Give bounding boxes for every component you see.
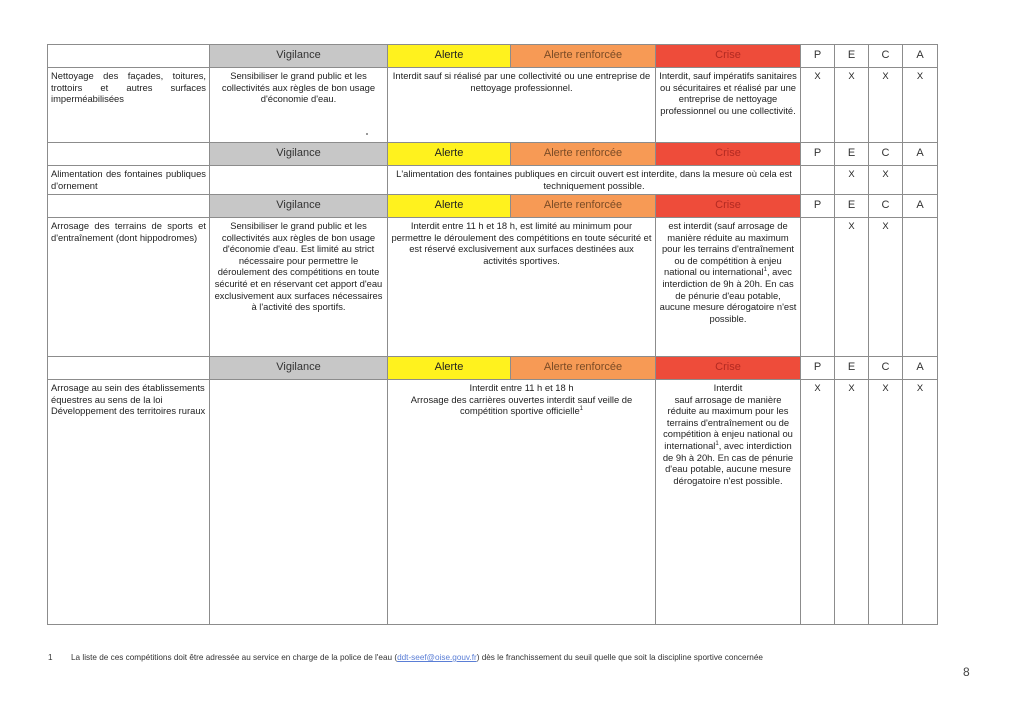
- header-alerte: Alerte: [388, 143, 511, 166]
- footnote-email-link[interactable]: ddt-seef@oise.gouv.fr: [397, 653, 477, 662]
- header-alerte: Alerte: [388, 195, 511, 218]
- vigilance-cell: Sensibiliser le grand public et les collectivités aux règles de bon usage d'économie d'eau. Est limité au strict nécessaire pour permettre le déroulement des compétitions en toute sécurité et en réservant cet apport d'eau exclusivement aux surfaces nécessaires à l'activité des sportifs.: [210, 218, 388, 357]
- footnote: [48, 653, 948, 662]
- row-subject: Nettoyage des façades, toitures, trottoirs et autres surfaces imperméabilisées: [48, 68, 210, 143]
- header-p: P: [801, 143, 835, 166]
- header-c: C: [869, 357, 903, 380]
- crise-cell: [656, 218, 801, 357]
- alerte-renforcee-cell: Interdit sauf si réalisé par une collectivité ou une entreprise de nettoyage professionnel.: [388, 68, 656, 143]
- header-p: P: [801, 195, 835, 218]
- mark-a: X: [903, 68, 938, 143]
- page-number: 8: [963, 665, 970, 679]
- alerte-text: Arrosage des carrières ouvertes interdit sauf veille de compétition sportive officielle: [410, 393, 633, 417]
- header-vigilance: Vigilance: [210, 45, 388, 68]
- header-blank-cell: [48, 143, 210, 166]
- row-subject: Alimentation des fontaines publiques d'ornement: [48, 166, 210, 195]
- mark-c: X: [869, 380, 903, 625]
- level-header-row: [48, 45, 938, 68]
- alerte-renforcee-cell: [388, 380, 656, 625]
- header-a: A: [903, 195, 938, 218]
- vigilance-cell: Sensibiliser le grand public et les collectivités aux règles de bon usage d'économie d'eau.: [210, 68, 388, 143]
- restrictions-table: [47, 44, 938, 625]
- level-header-row: [48, 357, 938, 380]
- header-crise: Crise: [656, 45, 801, 68]
- header-alerte-renforcee: Alerte renforcée: [511, 143, 656, 166]
- alerte-line: Interdit entre 11 h et 18 h: [469, 382, 574, 393]
- header-a: A: [903, 45, 938, 68]
- mark-p: X: [801, 380, 835, 625]
- mark-p: [801, 218, 835, 357]
- crise-text: , avec interdiction de 9h à 20h. En cas de pénurie d'eau potable, aucune mesure dérogatoire n'est possible.: [659, 266, 797, 324]
- header-blank-cell: [48, 357, 210, 380]
- row-subject: Arrosage des terrains de sports et d'entraînement (dont hippodromes): [48, 218, 210, 357]
- footnote-ref: 1: [579, 406, 584, 413]
- vigilance-cell: [210, 380, 388, 625]
- level-header-row: [48, 195, 938, 218]
- header-crise: Crise: [656, 357, 801, 380]
- mark-e: X: [835, 380, 869, 625]
- mark-a: [903, 218, 938, 357]
- footnote-ref: 1: [715, 440, 719, 447]
- mark-e: X: [835, 166, 869, 195]
- header-alerte-renforcee: Alerte renforcée: [511, 357, 656, 380]
- header-crise: Crise: [656, 195, 801, 218]
- row-subject: Arrosage au sein des établissements équestres au sens de la loi Développement des territoires ruraux: [48, 380, 210, 625]
- header-alerte-renforcee: Alerte renforcée: [511, 45, 656, 68]
- header-crise: Crise: [656, 143, 801, 166]
- all-levels-cell: L'alimentation des fontaines publiques en circuit ouvert est interdite, dans la mesure où cela est techniquement possible.: [388, 166, 801, 195]
- crise-cell: Interdit, sauf impératifs sanitaires ou sécuritaires et réalisé par une entreprise de nettoyage professionnel ou une collectivité.: [656, 68, 801, 143]
- alerte-line: [391, 394, 652, 417]
- header-alerte-renforcee: Alerte renforcée: [511, 195, 656, 218]
- header-alerte: Alerte: [388, 45, 511, 68]
- header-vigilance: Vigilance: [210, 357, 388, 380]
- vigilance-cell: [210, 166, 388, 195]
- header-e: E: [835, 45, 869, 68]
- mark-p: [801, 166, 835, 195]
- footnote-number: 1: [48, 653, 53, 662]
- header-a: A: [903, 143, 938, 166]
- crise-text: est interdit (sauf arrosage de manière réduite au maximum pour les terrains d'entraînement ou de compétition à enjeu national ou international: [661, 220, 795, 278]
- mark-c: X: [869, 166, 903, 195]
- header-vigilance: Vigilance: [210, 143, 388, 166]
- header-p: P: [801, 357, 835, 380]
- header-c: C: [869, 45, 903, 68]
- mark-e: X: [835, 218, 869, 357]
- header-c: C: [869, 195, 903, 218]
- table-row: [48, 380, 938, 625]
- mark-a: [903, 166, 938, 195]
- crise-text: , avec interdiction de 9h à 20h. En cas de pénurie d'eau potable, aucune mesure dérogatoire n'est possible.: [662, 439, 794, 486]
- crise-title: Interdit: [713, 382, 743, 393]
- crise-cell: [656, 380, 801, 625]
- footnote-ref: 1: [763, 267, 767, 274]
- header-c: C: [869, 143, 903, 166]
- scan-speck: [366, 133, 368, 135]
- footnote-text: ) dès le franchissement du seuil quelle que soit la discipline sportive concernée: [476, 653, 763, 662]
- table-row: [48, 68, 938, 143]
- mark-a: X: [903, 380, 938, 625]
- header-vigilance: Vigilance: [210, 195, 388, 218]
- header-a: A: [903, 357, 938, 380]
- header-e: E: [835, 357, 869, 380]
- header-alerte: Alerte: [388, 357, 511, 380]
- header-blank-cell: [48, 195, 210, 218]
- footnote-text: La liste de ces compétitions doit être adressée au service en charge de la police de l'eau (: [71, 653, 398, 662]
- mark-c: X: [869, 68, 903, 143]
- header-e: E: [835, 143, 869, 166]
- table-row: [48, 218, 938, 357]
- header-e: E: [835, 195, 869, 218]
- alerte-renforcee-cell: Interdit entre 11 h et 18 h, est limité au minimum pour permettre le déroulement des compétitions en toute sécurité et est réservé exclusivement aux surfaces destinées aux activités sportives.: [388, 218, 656, 357]
- crise-text: sauf arrosage de manière réduite au maximum pour les terrains d'entraînement ou de compétition à enjeu national ou international: [663, 393, 793, 451]
- mark-e: X: [835, 68, 869, 143]
- level-header-row: [48, 143, 938, 166]
- header-blank-cell: [48, 45, 210, 68]
- mark-p: X: [801, 68, 835, 143]
- table-row: [48, 166, 938, 195]
- header-p: P: [801, 45, 835, 68]
- mark-c: X: [869, 218, 903, 357]
